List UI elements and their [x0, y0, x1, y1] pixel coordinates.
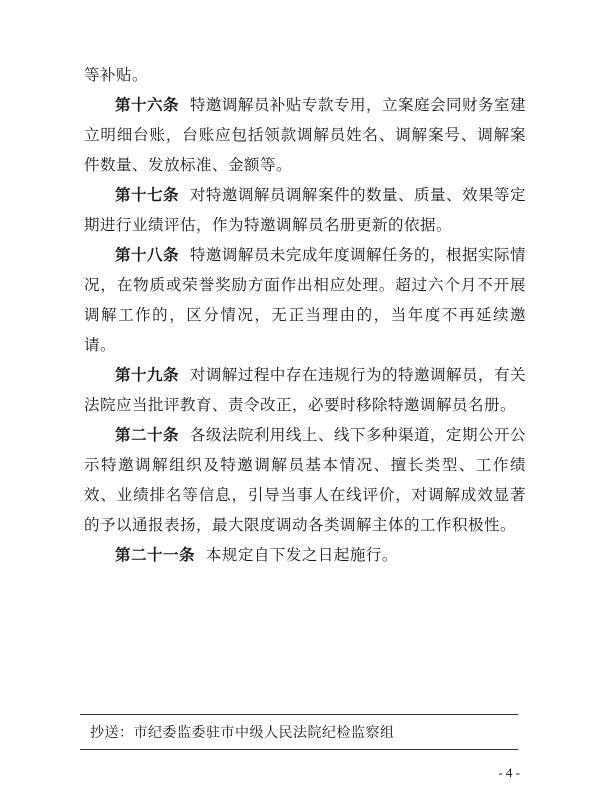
document-body [84, 60, 526, 570]
article-text: 特邀调解员未完成年度调解任务的，根据实际情况，在物质或荣誉奖励方面作出相应处理。超过六个月不开展调解工作的，区分情况，无正当理由的，当年度不再延续邀请。 [84, 246, 526, 354]
article-18 [84, 240, 526, 360]
article-16 [84, 90, 526, 180]
cc-recipient: 市纪委监委驻市中级人民法院纪检监察组 [133, 725, 395, 741]
article-19 [84, 360, 526, 420]
article-number: 第十七条 [115, 185, 180, 204]
article-text: 对特邀调解员调解案件的数量、质量、效果等定期进行业绩评估，作为特邀调解员名册更新的依据。 [84, 186, 526, 234]
cc-label: 抄送： [90, 725, 134, 741]
article-number: 第十八条 [115, 245, 180, 264]
article-text: 特邀调解员补贴专款专用，立案庭会同财务室建立明细台账，台账应包括领款调解员姓名、调解案号、调解案件数量、发放标准、金额等。 [84, 96, 526, 174]
article-number: 第二十一条 [115, 545, 196, 564]
article-text: 本规定自下发之日起施行。 [205, 546, 398, 564]
article-17 [84, 180, 526, 240]
continuation-text: 等补贴。 [84, 66, 149, 84]
article-21 [84, 540, 526, 570]
article-text: 对调解过程中存在违规行为的特邀调解员，有关法院应当批评教育、责令改正，必要时移除特邀调解员名册。 [84, 366, 526, 414]
page-number: - 4 - [498, 765, 520, 780]
article-number: 第十九条 [115, 365, 180, 384]
article-number: 第二十条 [115, 425, 180, 444]
article-20 [84, 420, 526, 540]
article-text: 各级法院利用线上、线下多种渠道，定期公开公示特邀调解组织及特邀调解员基本情况、擅长类型、工作绩效、业绩排名等信息，引导当事人在线评价，对调解成效显著的予以通报表扬，最大限度调动各类调解主体的工作积极性。 [84, 426, 526, 534]
cc-block [80, 714, 518, 750]
article-number: 第十六条 [115, 95, 180, 114]
